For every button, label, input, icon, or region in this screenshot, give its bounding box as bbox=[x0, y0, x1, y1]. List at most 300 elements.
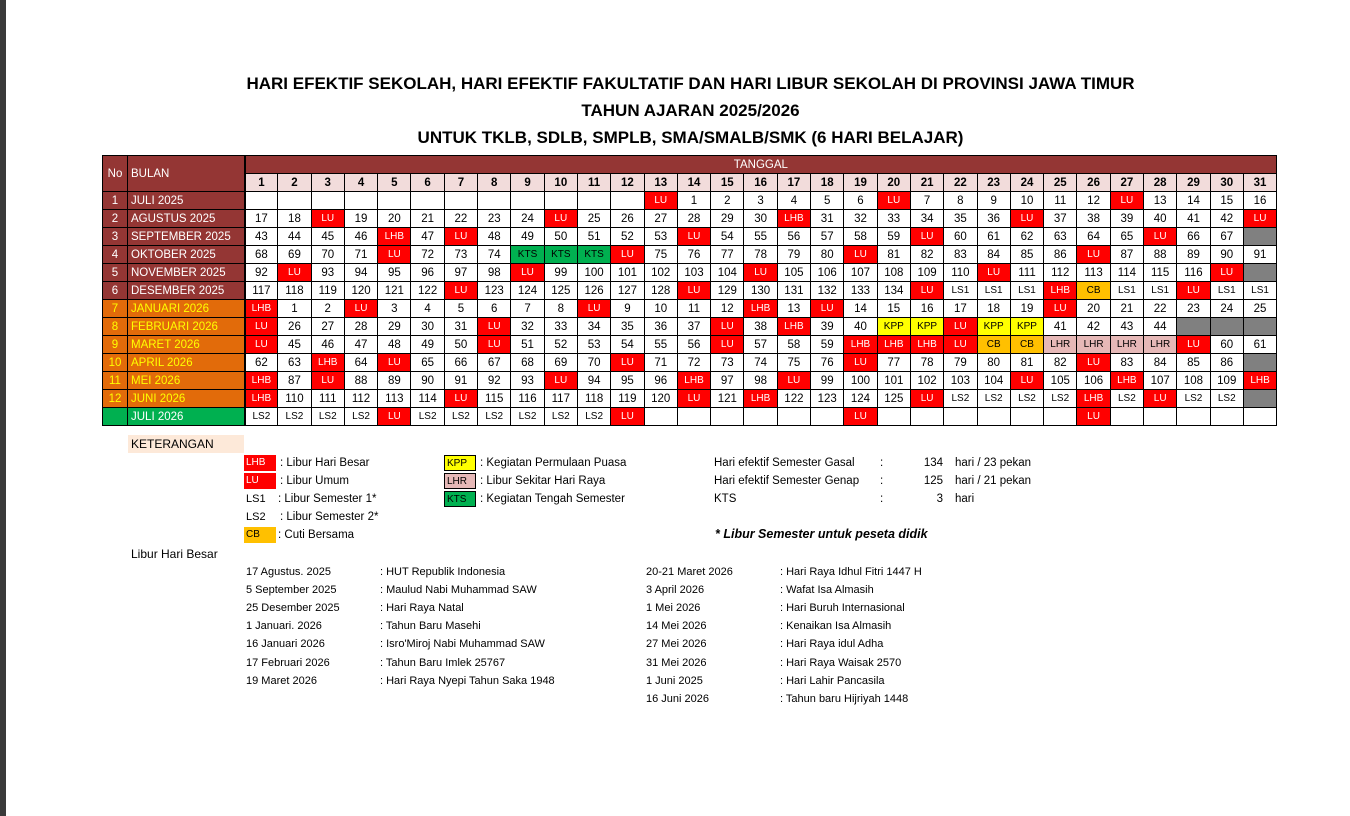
day-cell: 50 bbox=[444, 336, 477, 354]
day-cell: 106 bbox=[1077, 372, 1110, 390]
day-cell: LU bbox=[1010, 210, 1043, 228]
day-cell: 26 bbox=[611, 210, 644, 228]
day-cell: LS2 bbox=[577, 408, 610, 426]
day-cell: 32 bbox=[511, 318, 544, 336]
day-cell: 69 bbox=[278, 246, 311, 264]
day-cell: 125 bbox=[877, 390, 910, 408]
day-cell: 56 bbox=[777, 228, 810, 246]
day-cell: KTS bbox=[544, 246, 577, 264]
day-cell: 95 bbox=[611, 372, 644, 390]
row-number: 5 bbox=[103, 264, 128, 282]
calendar-row bbox=[103, 264, 1277, 282]
day-cell: 23 bbox=[478, 210, 511, 228]
legend-lhr-swatch: LHR bbox=[444, 473, 476, 489]
day-cell: 127 bbox=[611, 282, 644, 300]
day-cell: 47 bbox=[411, 228, 444, 246]
day-cell: KPP bbox=[977, 318, 1010, 336]
day-cell: LU bbox=[245, 318, 278, 336]
day-cell bbox=[1243, 354, 1276, 372]
day-cell: LU bbox=[1144, 390, 1177, 408]
day-cell: 98 bbox=[478, 264, 511, 282]
calendar-row bbox=[103, 300, 1277, 318]
day-cell: 42 bbox=[1210, 210, 1243, 228]
day-cell: 88 bbox=[1144, 246, 1177, 264]
day-cell: 128 bbox=[644, 282, 677, 300]
day-cell: 10 bbox=[1010, 192, 1043, 210]
day-cell: LS2 bbox=[1010, 390, 1043, 408]
day-cell: 115 bbox=[478, 390, 511, 408]
day-cell: LHR bbox=[1077, 336, 1110, 354]
day-cell: LU bbox=[1210, 264, 1243, 282]
day-cell: 46 bbox=[344, 228, 377, 246]
day-cell: LU bbox=[311, 372, 344, 390]
day-cell: 58 bbox=[777, 336, 810, 354]
day-header: 13 bbox=[644, 174, 677, 192]
day-cell: LU bbox=[611, 408, 644, 426]
libur-hari-besar-label: Libur Hari Besar bbox=[131, 547, 218, 561]
summary-genap-colon: : bbox=[880, 475, 884, 487]
day-cell: 61 bbox=[1243, 336, 1276, 354]
day-cell: 21 bbox=[411, 210, 444, 228]
legend-kpp-swatch: KPP bbox=[444, 455, 476, 471]
day-cell: 9 bbox=[977, 192, 1010, 210]
day-cell: LHB bbox=[245, 372, 278, 390]
holiday-name: : Hari Raya Waisak 2570 bbox=[780, 656, 902, 669]
day-cell: 28 bbox=[344, 318, 377, 336]
holiday-name: : Hari Raya Natal bbox=[380, 602, 464, 615]
calendar-row bbox=[103, 282, 1277, 300]
day-cell: 68 bbox=[511, 354, 544, 372]
legend-lhb-swatch: LHB bbox=[244, 455, 276, 471]
calendar-row bbox=[103, 228, 1277, 246]
day-header: 6 bbox=[411, 174, 444, 192]
calendar-row bbox=[103, 354, 1277, 372]
day-cell: 113 bbox=[378, 390, 411, 408]
day-cell: 100 bbox=[577, 264, 610, 282]
day-cell: 90 bbox=[1210, 246, 1243, 264]
day-cell: LU bbox=[910, 390, 943, 408]
legend-ls2-code: LS2 bbox=[246, 511, 266, 523]
day-cell: 123 bbox=[478, 282, 511, 300]
day-cell: LHB bbox=[777, 318, 810, 336]
day-cell bbox=[977, 408, 1010, 426]
day-header: 7 bbox=[444, 174, 477, 192]
day-cell: 38 bbox=[1077, 210, 1110, 228]
row-number: 11 bbox=[103, 372, 128, 390]
day-cell: LU bbox=[677, 228, 710, 246]
day-cell: 73 bbox=[444, 246, 477, 264]
day-cell: LU bbox=[744, 264, 777, 282]
day-cell: 89 bbox=[378, 372, 411, 390]
day-cell: 14 bbox=[844, 300, 877, 318]
day-header: 3 bbox=[311, 174, 344, 192]
day-cell bbox=[544, 192, 577, 210]
day-cell: 74 bbox=[478, 246, 511, 264]
day-cell: LS1 bbox=[1243, 282, 1276, 300]
day-cell bbox=[1177, 408, 1210, 426]
day-cell: 36 bbox=[977, 210, 1010, 228]
day-cell bbox=[245, 192, 278, 210]
day-cell: 86 bbox=[1044, 246, 1077, 264]
day-cell: 23 bbox=[1177, 300, 1210, 318]
day-cell: LS2 bbox=[311, 408, 344, 426]
day-cell: 107 bbox=[844, 264, 877, 282]
day-cell: KPP bbox=[877, 318, 910, 336]
day-cell: 31 bbox=[811, 210, 844, 228]
row-number: 12 bbox=[103, 390, 128, 408]
day-cell: LU bbox=[844, 408, 877, 426]
day-cell bbox=[811, 408, 844, 426]
day-cell: 61 bbox=[977, 228, 1010, 246]
day-cell: 112 bbox=[344, 390, 377, 408]
day-header: 11 bbox=[577, 174, 610, 192]
day-cell: 20 bbox=[1077, 300, 1110, 318]
holiday-date: 17 Februari 2026 bbox=[246, 656, 330, 669]
day-cell: LU bbox=[844, 354, 877, 372]
day-header: 14 bbox=[677, 174, 710, 192]
day-cell: LU bbox=[1177, 336, 1210, 354]
day-cell: 8 bbox=[944, 192, 977, 210]
day-cell: LHR bbox=[1044, 336, 1077, 354]
day-cell: 70 bbox=[577, 354, 610, 372]
day-cell: KPP bbox=[1010, 318, 1043, 336]
day-cell: LU bbox=[378, 354, 411, 372]
day-cell: LHB bbox=[844, 336, 877, 354]
day-cell: 51 bbox=[577, 228, 610, 246]
day-cell: 69 bbox=[544, 354, 577, 372]
day-cell: LU bbox=[245, 336, 278, 354]
day-cell: 101 bbox=[611, 264, 644, 282]
day-cell: LU bbox=[677, 390, 710, 408]
holiday-name: : Maulud Nabi Muhammad SAW bbox=[380, 584, 537, 597]
row-number: 4 bbox=[103, 246, 128, 264]
day-cell: 96 bbox=[411, 264, 444, 282]
day-cell: 8 bbox=[544, 300, 577, 318]
day-cell: KTS bbox=[577, 246, 610, 264]
summary-gasal-colon: : bbox=[880, 457, 884, 469]
day-cell: 105 bbox=[1044, 372, 1077, 390]
day-cell: LU bbox=[944, 318, 977, 336]
day-cell: 101 bbox=[877, 372, 910, 390]
day-cell: 71 bbox=[344, 246, 377, 264]
day-cell: 80 bbox=[811, 246, 844, 264]
day-cell: 10 bbox=[644, 300, 677, 318]
day-cell: 43 bbox=[245, 228, 278, 246]
day-cell: 72 bbox=[411, 246, 444, 264]
day-cell: LU bbox=[1144, 228, 1177, 246]
day-cell: 6 bbox=[478, 300, 511, 318]
day-cell: 84 bbox=[1144, 354, 1177, 372]
day-header: 4 bbox=[344, 174, 377, 192]
day-cell: 13 bbox=[1144, 192, 1177, 210]
day-cell: LU bbox=[844, 246, 877, 264]
day-cell: 57 bbox=[811, 228, 844, 246]
month-label: JANUARI 2026 bbox=[128, 300, 245, 318]
day-cell: 88 bbox=[344, 372, 377, 390]
day-header: 2 bbox=[278, 174, 311, 192]
day-cell bbox=[777, 408, 810, 426]
day-cell: 76 bbox=[677, 246, 710, 264]
day-cell: 33 bbox=[544, 318, 577, 336]
day-cell: LHR bbox=[1144, 336, 1177, 354]
summary-gasal-value: 134 bbox=[923, 457, 943, 469]
day-cell: 29 bbox=[711, 210, 744, 228]
day-header: 1 bbox=[245, 174, 278, 192]
day-cell: 7 bbox=[511, 300, 544, 318]
day-cell: 75 bbox=[644, 246, 677, 264]
day-cell: 17 bbox=[944, 300, 977, 318]
day-cell: 14 bbox=[1177, 192, 1210, 210]
day-cell: 9 bbox=[611, 300, 644, 318]
day-cell: 134 bbox=[877, 282, 910, 300]
day-cell: 97 bbox=[444, 264, 477, 282]
day-cell: 18 bbox=[977, 300, 1010, 318]
month-label: APRIL 2026 bbox=[128, 354, 245, 372]
day-cell: LHB bbox=[1077, 390, 1110, 408]
calendar-row bbox=[103, 192, 1277, 210]
day-cell: LHB bbox=[910, 336, 943, 354]
holiday-date: 20-21 Maret 2026 bbox=[646, 566, 733, 578]
day-cell: 97 bbox=[711, 372, 744, 390]
day-cell: 7 bbox=[910, 192, 943, 210]
day-header: 25 bbox=[1044, 174, 1077, 192]
day-cell: 66 bbox=[444, 354, 477, 372]
day-cell: 53 bbox=[577, 336, 610, 354]
day-cell: 5 bbox=[444, 300, 477, 318]
legend-cb-swatch: CB bbox=[244, 527, 276, 543]
day-header: 5 bbox=[378, 174, 411, 192]
day-cell: 93 bbox=[311, 264, 344, 282]
day-cell: 87 bbox=[1110, 246, 1143, 264]
holiday-date: 5 September 2025 bbox=[246, 584, 337, 597]
title-line-2: TAHUN AJARAN 2025/2026 bbox=[581, 101, 800, 120]
day-cell: LU bbox=[1177, 282, 1210, 300]
day-cell: LHB bbox=[777, 210, 810, 228]
day-cell: 49 bbox=[411, 336, 444, 354]
legend-kts-swatch: KTS bbox=[444, 491, 476, 507]
holiday-date: 16 Januari 2026 bbox=[246, 638, 325, 651]
day-cell: 130 bbox=[744, 282, 777, 300]
day-cell: 64 bbox=[1077, 228, 1110, 246]
day-cell: LU bbox=[910, 282, 943, 300]
month-label: AGUSTUS 2025 bbox=[128, 210, 245, 228]
day-header: 10 bbox=[544, 174, 577, 192]
day-cell: LU bbox=[544, 372, 577, 390]
day-cell: 18 bbox=[278, 210, 311, 228]
day-cell: 60 bbox=[944, 228, 977, 246]
day-cell: 33 bbox=[877, 210, 910, 228]
day-cell: 40 bbox=[844, 318, 877, 336]
day-cell: 118 bbox=[577, 390, 610, 408]
day-cell: 11 bbox=[1044, 192, 1077, 210]
calendar-row bbox=[103, 336, 1277, 354]
holiday-name: : Kenaikan Isa Almasih bbox=[780, 620, 892, 633]
day-cell: LHB bbox=[1243, 372, 1276, 390]
day-cell: LS2 bbox=[544, 408, 577, 426]
day-cell: 15 bbox=[877, 300, 910, 318]
day-cell: 6 bbox=[844, 192, 877, 210]
day-cell bbox=[1243, 390, 1276, 408]
day-cell: 104 bbox=[977, 372, 1010, 390]
holiday-name: : Tahun Baru Masehi bbox=[380, 620, 481, 633]
holiday-name: : Wafat Isa Almasih bbox=[780, 584, 874, 597]
day-cell: LU bbox=[944, 336, 977, 354]
day-cell: 44 bbox=[1144, 318, 1177, 336]
libur-semester-note: * Libur Semester untuk peseta didik bbox=[715, 527, 928, 541]
day-cell: LS1 bbox=[1110, 282, 1143, 300]
day-cell: 25 bbox=[1243, 300, 1276, 318]
summary-genap-unit: hari / 21 pekan bbox=[955, 475, 1032, 487]
day-cell: CB bbox=[1077, 282, 1110, 300]
day-cell: 2 bbox=[711, 192, 744, 210]
day-cell bbox=[511, 192, 544, 210]
day-cell: 56 bbox=[677, 336, 710, 354]
day-cell: 34 bbox=[910, 210, 943, 228]
day-cell: 125 bbox=[544, 282, 577, 300]
day-cell bbox=[278, 192, 311, 210]
day-cell: LS2 bbox=[1210, 390, 1243, 408]
day-cell: 80 bbox=[977, 354, 1010, 372]
day-cell: 32 bbox=[844, 210, 877, 228]
day-cell: 62 bbox=[1010, 228, 1043, 246]
day-cell: 29 bbox=[378, 318, 411, 336]
day-cell: 78 bbox=[910, 354, 943, 372]
day-cell: CB bbox=[977, 336, 1010, 354]
day-cell: LU bbox=[611, 246, 644, 264]
day-cell bbox=[1010, 408, 1043, 426]
day-cell: 95 bbox=[378, 264, 411, 282]
day-cell: 109 bbox=[910, 264, 943, 282]
day-cell: LU bbox=[711, 336, 744, 354]
day-cell: 131 bbox=[777, 282, 810, 300]
summary-gasal-label: Hari efektif Semester Gasal bbox=[714, 457, 855, 469]
day-cell: LHB bbox=[245, 390, 278, 408]
holiday-name: : Isro'Miroj Nabi Muhammad SAW bbox=[380, 638, 545, 651]
day-cell: 106 bbox=[811, 264, 844, 282]
day-cell: 108 bbox=[1177, 372, 1210, 390]
day-cell: 26 bbox=[278, 318, 311, 336]
day-cell: 1 bbox=[677, 192, 710, 210]
day-cell bbox=[644, 408, 677, 426]
legend-lhr-text: : Libur Sekitar Hari Raya bbox=[480, 475, 606, 487]
day-cell: 98 bbox=[744, 372, 777, 390]
day-cell: 63 bbox=[278, 354, 311, 372]
month-label: MEI 2026 bbox=[128, 372, 245, 390]
day-cell: 132 bbox=[811, 282, 844, 300]
day-cell: 102 bbox=[644, 264, 677, 282]
day-cell: 38 bbox=[744, 318, 777, 336]
day-cell: 13 bbox=[777, 300, 810, 318]
day-cell: 16 bbox=[910, 300, 943, 318]
day-cell: 58 bbox=[844, 228, 877, 246]
day-cell bbox=[378, 192, 411, 210]
day-cell: 57 bbox=[744, 336, 777, 354]
day-cell: 79 bbox=[777, 246, 810, 264]
holiday-date: 19 Maret 2026 bbox=[246, 674, 317, 687]
legend-kts-text: : Kegiatan Tengah Semester bbox=[480, 493, 625, 505]
day-cell: 83 bbox=[1110, 354, 1143, 372]
day-cell: 81 bbox=[1010, 354, 1043, 372]
day-cell bbox=[711, 408, 744, 426]
day-cell: 3 bbox=[744, 192, 777, 210]
day-cell: 82 bbox=[910, 246, 943, 264]
legend-cb-text: : Cuti Bersama bbox=[278, 529, 355, 541]
holiday-name: : Tahun Baru Imlek 25767 bbox=[380, 656, 506, 669]
row-number: 6 bbox=[103, 282, 128, 300]
day-header: 18 bbox=[811, 174, 844, 192]
day-cell: 19 bbox=[344, 210, 377, 228]
day-header: 22 bbox=[944, 174, 977, 192]
day-cell: 53 bbox=[644, 228, 677, 246]
day-cell: 27 bbox=[644, 210, 677, 228]
day-cell: LU bbox=[1044, 300, 1077, 318]
day-cell: LS2 bbox=[977, 390, 1010, 408]
day-cell: 93 bbox=[511, 372, 544, 390]
holiday-date: 31 Mei 2026 bbox=[646, 656, 707, 669]
day-header: 17 bbox=[777, 174, 810, 192]
day-header: 20 bbox=[877, 174, 910, 192]
day-cell: 115 bbox=[1144, 264, 1177, 282]
holiday-date: 1 Mei 2026 bbox=[646, 602, 701, 615]
day-cell: 65 bbox=[411, 354, 444, 372]
day-cell: 109 bbox=[1210, 372, 1243, 390]
day-cell bbox=[311, 192, 344, 210]
day-cell: 28 bbox=[677, 210, 710, 228]
row-number: 7 bbox=[103, 300, 128, 318]
day-cell: 16 bbox=[1243, 192, 1276, 210]
day-cell: 99 bbox=[544, 264, 577, 282]
day-cell bbox=[577, 192, 610, 210]
day-cell: 11 bbox=[677, 300, 710, 318]
month-label: SEPTEMBER 2025 bbox=[128, 228, 245, 246]
keterangan-label: KETERANGAN bbox=[128, 435, 244, 453]
day-cell: LU bbox=[444, 228, 477, 246]
day-cell: 46 bbox=[311, 336, 344, 354]
day-cell: 111 bbox=[311, 390, 344, 408]
day-cell: 79 bbox=[944, 354, 977, 372]
day-cell: 120 bbox=[644, 390, 677, 408]
holiday-date: 1 Januari. 2026 bbox=[246, 620, 322, 633]
day-cell: LS2 bbox=[245, 408, 278, 426]
day-cell: 20 bbox=[378, 210, 411, 228]
month-label: OKTOBER 2025 bbox=[128, 246, 245, 264]
day-cell: 4 bbox=[777, 192, 810, 210]
day-header: 24 bbox=[1010, 174, 1043, 192]
month-label: MARET 2026 bbox=[128, 336, 245, 354]
day-cell: 122 bbox=[777, 390, 810, 408]
day-cell: LU bbox=[344, 300, 377, 318]
day-cell: LHB bbox=[1044, 282, 1077, 300]
day-cell: LU bbox=[278, 264, 311, 282]
day-cell: LU bbox=[811, 300, 844, 318]
day-cell: LU bbox=[1243, 210, 1276, 228]
day-header: 27 bbox=[1110, 174, 1143, 192]
col-header-no: No bbox=[103, 156, 128, 192]
day-cell: 77 bbox=[877, 354, 910, 372]
day-cell: LS2 bbox=[944, 390, 977, 408]
day-cell: 59 bbox=[877, 228, 910, 246]
day-cell: 126 bbox=[577, 282, 610, 300]
day-cell: LU bbox=[544, 210, 577, 228]
day-cell: 30 bbox=[411, 318, 444, 336]
day-cell: 87 bbox=[278, 372, 311, 390]
day-cell: LU bbox=[1077, 408, 1110, 426]
day-cell: 41 bbox=[1177, 210, 1210, 228]
day-cell: 99 bbox=[811, 372, 844, 390]
day-cell: 42 bbox=[1077, 318, 1110, 336]
day-cell: 45 bbox=[311, 228, 344, 246]
row-number bbox=[103, 408, 128, 426]
